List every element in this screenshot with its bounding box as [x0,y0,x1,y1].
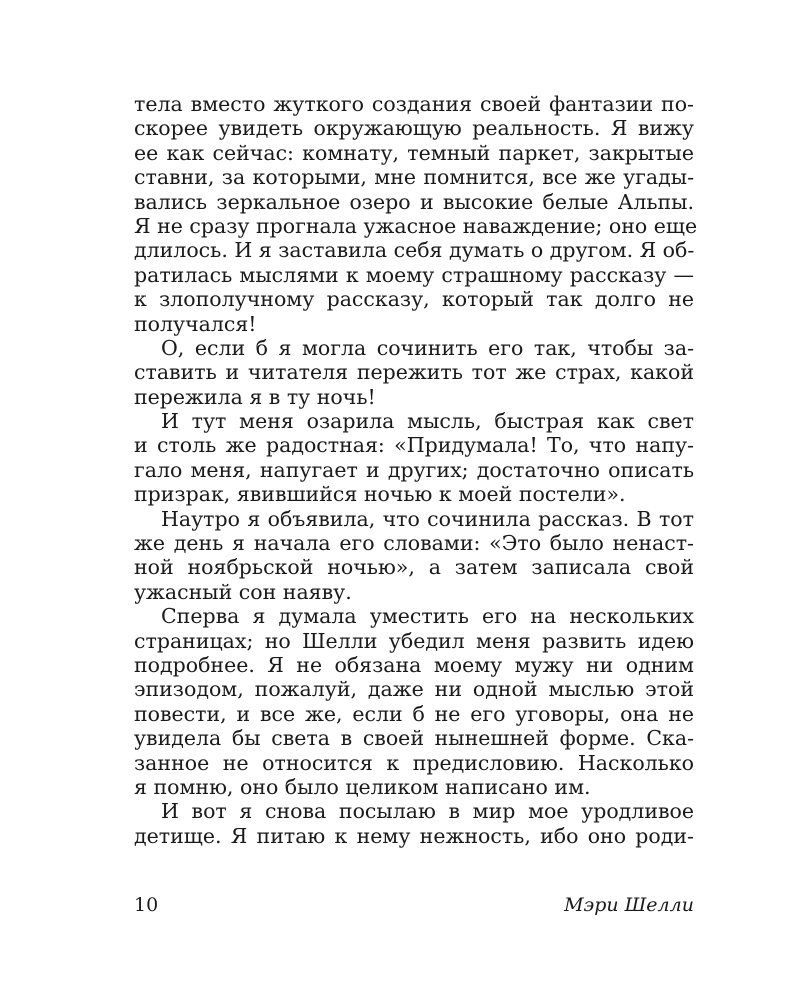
text-line: увидела бы света в своей нынешней форме. Ска- [134,726,694,751]
text-line: пережила я в ту ночь! [134,384,376,409]
text-line: и столь же радостная: «Придумала! То, что напу- [134,433,694,458]
text-line: ратилась мыслями к моему страшному рассказу — [134,262,694,287]
text-line: подробнее. Я не обязана моему мужу ни одним [134,652,694,677]
text-line: эпизодом, пожалуй, даже ни одной мыслью этой [134,677,694,702]
text-line: страницах; но Шелли убедил меня развить идею [134,628,694,653]
paragraph-first-line: Сперва я думала уместить его на нескольких [161,604,694,629]
text-line: я помню, оно было целиком написано им. [134,774,591,799]
text-line: Я не сразу прогнала ужасное наваждение; оно еще [134,213,698,238]
paragraph-first-line: И вот я снова посылаю в мир мое уродливое [161,799,694,824]
text-line: детище. Я питаю к нему нежность, ибо оно роди- [134,823,694,848]
text-line: гало меня, напугает и других; достаточно описать [134,457,694,482]
running-head-author: Мэри Шелли [564,894,694,916]
text-line: к злополучному рассказу, который так долго не [134,287,694,312]
paragraph-first-line: О, если б я могла сочинить его так, чтобы за- [161,335,694,360]
paragraph-first-line: И тут меня озарила мысль, быстрая как свет [161,409,694,434]
text-line: занное не относится к предисловию. Насколько [134,750,694,775]
text-line: ее как сейчас: комнату, темный паркет, закрытые [134,140,694,165]
text-line: повести, и все же, если б не его уговоры, она не [134,701,694,726]
paragraph-first-line: Наутро я объявила, что сочинила рассказ. В тот [161,506,694,531]
text-line: ставить и читателя пережить тот же страх, какой [134,360,694,385]
text-line: же день я начала его словами: «Это было ненаст- [134,531,694,556]
text-line: призрак, явившийся ночью к моей постели». [134,482,626,507]
page-number: 10 [134,894,159,916]
body-text [134,92,698,848]
page-footer [134,894,694,920]
text-line: тела вместо жуткого создания своей фантазии по- [134,92,694,116]
text-line: получался! [134,311,257,336]
text-line: скорее увидеть окружающую реальность. Я вижу [134,116,694,141]
text-line: ной ноябрьской ночью», а затем записала свой [134,555,694,580]
text-line: вались зеркальное озеро и высокие белые Альпы. [134,189,694,214]
text-line: ставни, за которыми, мне помнится, все же угады- [134,165,694,190]
text-line: длилось. И я заставила себя думать о другом. Я об- [134,238,695,263]
text-line: ужасный сон наяву. [134,579,352,604]
